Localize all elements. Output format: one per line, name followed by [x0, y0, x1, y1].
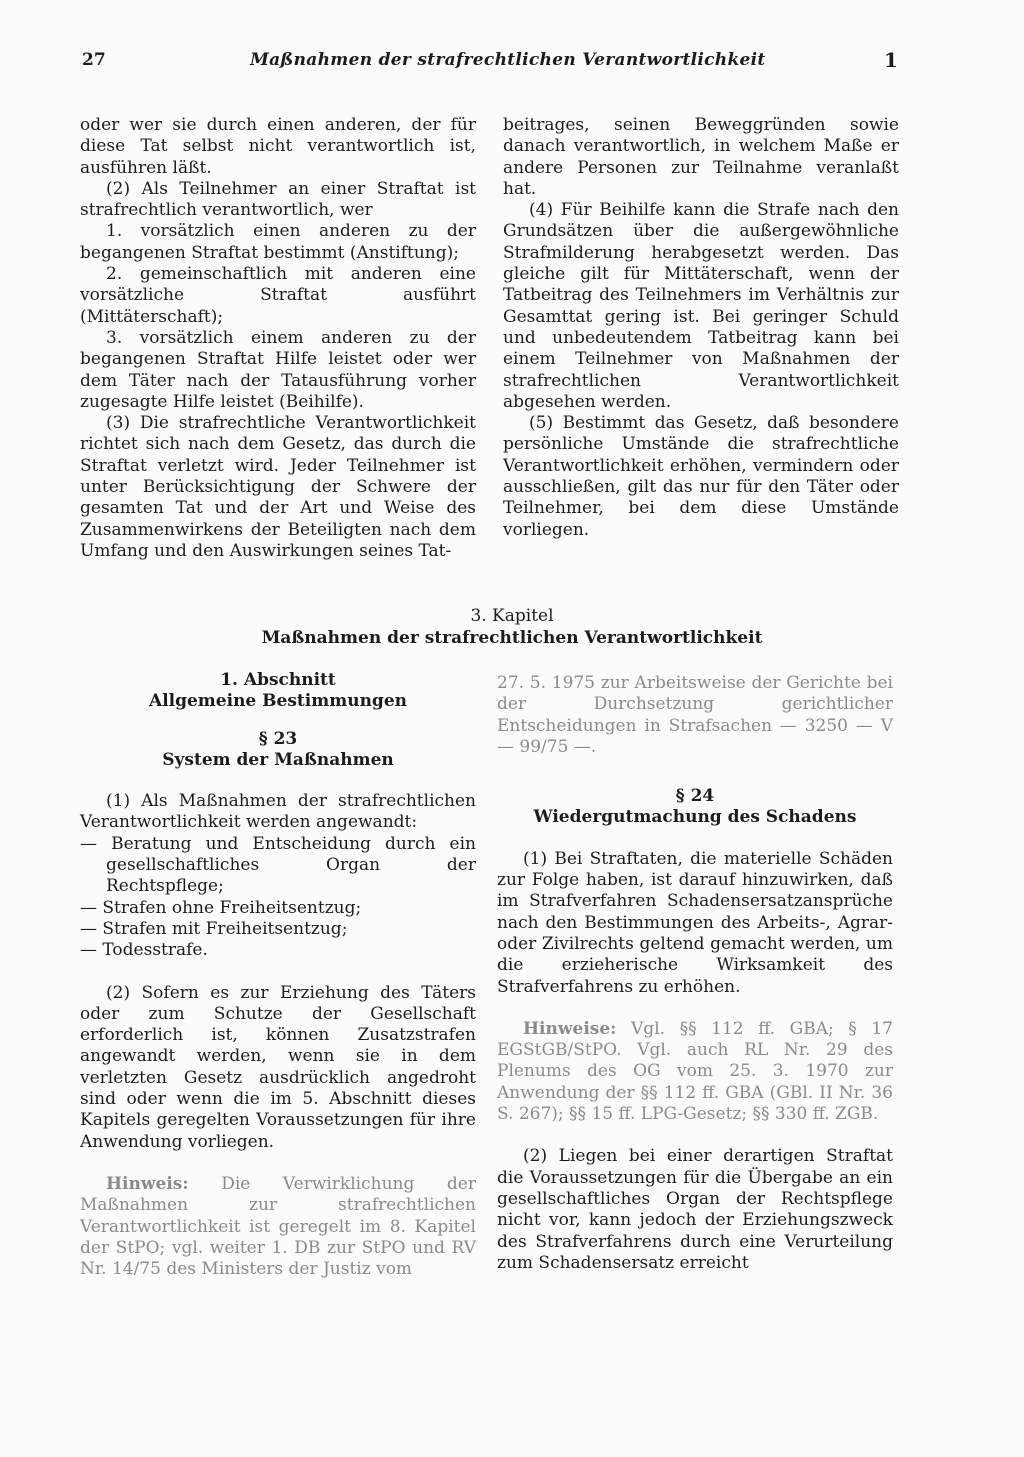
page-number: 27: [82, 50, 106, 70]
note-text: Vgl. §§ 112 ff. GBA; § 17 EGStGB/StPO. Vgl. auch RL Nr. 29 des Plenums des OG vom 25. 3. 1970 zur Anwendung der §§ 112 ff. GBA (GBl. II Nr. 36 S. 267); §§ 15 ff. LPG-Gesetz; §§ 330 ff. ZGB.: [497, 1018, 893, 1125]
note: [497, 1019, 893, 1125]
list-item: 3. vorsätzlich einem anderen zu der begangenen Straftat Hilfe leistet oder wer dem Täter nach der Tatausführung vorher zugesagte Hilfe leistet (Beihilfe).: [80, 327, 476, 412]
list-item: 2. gemeinschaftlich mit anderen eine vorsätzliche Straftat ausführt (Mittäterschaft);: [80, 264, 476, 327]
list-item: — Strafen mit Freiheitsentzug;: [80, 918, 348, 939]
paragraph: (1) Als Maßnahmen der strafrechtlichen Verantwortlichkeit werden angewandt:: [80, 791, 476, 833]
note-label: Hinweis:: [106, 1173, 189, 1194]
list-item: — Beratung und Entscheidung durch ein gesellschaftliches Organ der Rechtspflege;: [80, 833, 476, 897]
paragraph: (2) Liegen bei einer derartigen Straftat die Voraussetzungen für die Übergabe an ein gesellschaftliches Organ der Rechtspflege nicht vor, kann jedoch der Erziehungszweck des Strafverfahrens durch eine Verurteilung zum Schadensersatz erreicht: [497, 1146, 893, 1273]
paragraph-title: Wiedergutmachung des Schadens: [533, 807, 857, 828]
note-continuation: 27. 5. 1975 zur Arbeitsweise der Gerichte bei der Durchsetzung gerichtlicher Entscheidungen in Strafsachen — 3250 — V — 99/75 —.: [497, 673, 893, 757]
paragraph-title: System der Maßnahmen: [162, 749, 394, 770]
note-text: Die Verwirklichung der Maßnahmen zur strafrechtlichen Verantwortlichkeit ist geregelt im 8. Kapitel der StPO; vgl. weiter 1. DB zur StPO und RV Nr. 14/75 des Ministers der Justiz vom: [80, 1173, 476, 1280]
list-item: 1. vorsätzlich einen anderen zu der begangenen Straftat bestimmt (Anstiftung);: [80, 221, 476, 263]
list-item: — Strafen ohne Freiheitsentzug;: [80, 897, 362, 918]
paragraph-number: § 24: [675, 786, 715, 807]
paragraph: (1) Bei Straftaten, die materielle Schäden zur Folge haben, ist darauf hinzuwirken, daß im Strafverfahren Schadensersatzansprüche nach den Bestimmungen des Arbeits-, Agrar- oder Zivilrechts geltend gemacht werden, um die erzieherische Wirksamkeit des Strafverfahrens zu erhöhen.: [497, 848, 893, 997]
bottom-left-column: [80, 670, 476, 1280]
note: [80, 1174, 476, 1280]
note-label: Hinweise:: [523, 1018, 617, 1039]
chapter-heading: [0, 605, 1024, 649]
top-left-column: [80, 115, 476, 562]
running-title: Maßnahmen der strafrechtlichen Verantwortlichkeit: [250, 50, 766, 70]
paragraph: (4) Für Beihilfe kann die Strafe nach den Grundsätzen über die außergewöhnliche Strafmilderung herabgesetzt werden. Das gleiche gilt für Mittäterschaft, wenn der Tatbeitrag des Teilnehmers im Verhältnis zur Gesamttat gering ist. Bei geringer Schuld und unbedeutendem Tatbeitrag kann bei einem Teilnehmer von Maßnahmen der strafrechtlichen Verantwortlichkeit abgesehen werden.: [503, 200, 899, 412]
chapter-marker: 1: [884, 48, 898, 72]
paragraph: oder wer sie durch einen anderen, der für diese Tat selbst nicht verantwortlich ist, ausführen läßt.: [80, 115, 476, 178]
section-title: Allgemeine Bestimmungen: [149, 691, 407, 712]
list-item: — Todesstrafe.: [80, 940, 208, 961]
chapter-title: Maßnahmen der strafrechtlichen Verantwortlichkeit: [261, 628, 763, 648]
bottom-right-column: [497, 673, 893, 1274]
top-right-column: [503, 115, 899, 541]
chapter-number: 3. Kapitel: [470, 606, 554, 626]
paragraph: (2) Als Teilnehmer an einer Straftat ist strafrechtlich verantwortlich, wer: [80, 178, 476, 221]
paragraph: (3) Die strafrechtliche Verantwortlichkeit richtet sich nach dem Gesetz, das durch die Straftat verletzt wird. Jeder Teilnehmer ist unter Berücksichtigung der Schwere der gesamten Tat und der Art und Weise des Zusammenwirkens der Beteiligten nach dem Umfang und den Auswirkungen seines Tat-: [80, 413, 476, 561]
paragraph: (2) Sofern es zur Erziehung des Täters oder zum Schutze der Gesellschaft erforderlich ist, können Zusatzstrafen angewandt werden, wenn sie in dem verletzten Gesetz ausdrücklich angedroht sind oder wenn die im 5. Abschnitt dieses Kapitels geregelten Voraussetzungen für ihre Anwendung vorliegen.: [80, 982, 476, 1152]
section-number: 1. Abschnitt: [220, 670, 336, 690]
paragraph: (5) Bestimmt das Gesetz, daß besondere persönliche Umstände die strafrechtliche Verantwortlichkeit erhöhen, vermindern oder ausschließen, gilt das nur für den Täter oder Teilnehmer, bei dem diese Umstände vorliegen.: [503, 413, 899, 540]
paragraph: beitrages, seinen Beweggründen sowie danach verantwortlich, in welchem Maße er andere Personen zur Teilnahme veranlaßt hat.: [503, 115, 899, 199]
paragraph-number: § 23: [258, 728, 298, 749]
